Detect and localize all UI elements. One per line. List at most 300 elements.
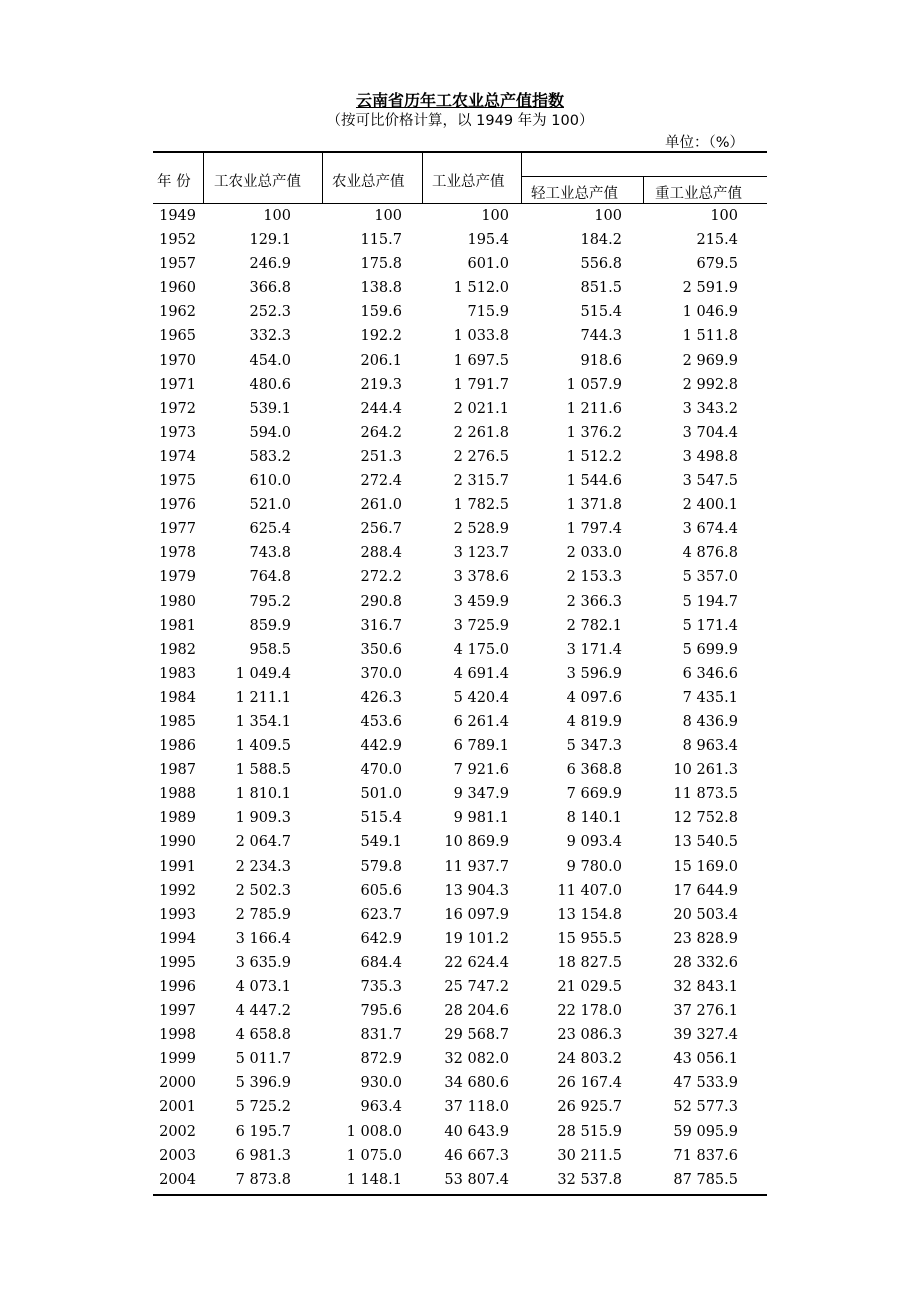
value-cell: 43 056.1 (673, 1051, 738, 1068)
value-cell: 3 123.7 (453, 545, 509, 562)
value-cell: 1 033.8 (453, 328, 509, 345)
table-row (0, 590, 920, 614)
value-cell: 1 697.5 (453, 352, 509, 369)
year-cell: 1962 (159, 304, 196, 321)
value-cell: 350.6 (360, 641, 402, 658)
table-row (0, 951, 920, 975)
value-cell: 2 153.3 (566, 569, 622, 586)
value-cell: 2 276.5 (453, 448, 509, 465)
value-cell: 851.5 (580, 280, 622, 297)
value-cell: 1 797.4 (566, 521, 622, 538)
value-cell: 29 568.7 (444, 1027, 509, 1044)
value-cell: 9 347.9 (453, 786, 509, 803)
table-row (0, 204, 920, 228)
table-row (0, 276, 920, 300)
value-cell: 129.1 (249, 232, 291, 249)
value-cell: 1 046.9 (682, 304, 738, 321)
value-cell: 100 (710, 208, 738, 224)
value-cell: 795.2 (249, 593, 291, 610)
year-cell: 1983 (159, 665, 196, 682)
value-cell: 5 396.9 (235, 1075, 291, 1092)
value-cell: 261.0 (360, 497, 402, 514)
table-row (0, 734, 920, 758)
value-cell: 2 033.0 (566, 545, 622, 562)
value-cell: 192.2 (360, 328, 402, 345)
value-cell: 11 873.5 (673, 786, 738, 803)
value-cell: 366.8 (249, 280, 291, 297)
value-cell: 6 195.7 (235, 1123, 291, 1140)
value-cell: 13 154.8 (557, 906, 622, 923)
year-cell: 1970 (159, 352, 196, 369)
value-cell: 7 873.8 (235, 1171, 291, 1188)
table-row (0, 1071, 920, 1095)
table-row (0, 879, 920, 903)
value-cell: 583.2 (249, 448, 291, 465)
value-cell: 370.0 (360, 665, 402, 682)
value-cell: 5 347.3 (566, 738, 622, 755)
table-row (0, 445, 920, 469)
value-cell: 290.8 (360, 593, 402, 610)
table-row (0, 565, 920, 589)
year-cell: 1991 (159, 858, 196, 875)
value-cell: 30 211.5 (557, 1147, 622, 1164)
value-cell: 5 194.7 (682, 593, 738, 610)
table-row (0, 927, 920, 951)
value-cell: 859.9 (249, 617, 291, 634)
value-cell: 2 315.7 (453, 473, 509, 490)
value-cell: 37 276.1 (673, 1003, 738, 1020)
table-bottom-rule (153, 1194, 767, 1196)
table-row (0, 397, 920, 421)
year-cell: 1957 (159, 256, 196, 273)
table-row (0, 517, 920, 541)
value-cell: 5 699.9 (682, 641, 738, 658)
value-cell: 3 547.5 (682, 473, 738, 490)
table-row (0, 1168, 920, 1192)
value-cell: 1 371.8 (566, 497, 622, 514)
value-cell: 2 992.8 (682, 376, 738, 393)
value-cell: 17 644.9 (673, 882, 738, 899)
value-cell: 3 459.9 (453, 593, 509, 610)
value-cell: 219.3 (360, 376, 402, 393)
value-cell: 21 029.5 (557, 979, 622, 995)
year-cell: 1993 (159, 906, 196, 923)
value-cell: 3 171.4 (566, 641, 622, 658)
value-cell: 3 378.6 (453, 569, 509, 586)
header-divider (643, 177, 644, 204)
value-cell: 26 167.4 (557, 1075, 622, 1092)
value-cell: 2 021.1 (453, 400, 509, 417)
value-cell: 594.0 (249, 424, 291, 441)
value-cell: 10 869.9 (444, 834, 509, 851)
value-cell: 4 175.0 (453, 641, 509, 658)
value-cell: 100 (481, 208, 509, 224)
value-cell: 32 843.1 (673, 979, 738, 995)
value-cell: 4 658.8 (235, 1027, 291, 1044)
year-cell: 1976 (159, 497, 196, 514)
year-cell: 1972 (159, 400, 196, 417)
value-cell: 470.0 (360, 762, 402, 779)
year-cell: 1985 (159, 713, 196, 730)
value-cell: 1 909.3 (235, 810, 291, 827)
value-cell: 47 533.9 (673, 1075, 738, 1092)
value-cell: 40 643.9 (444, 1123, 509, 1140)
table-row (0, 469, 920, 493)
year-cell: 1971 (159, 376, 196, 393)
year-cell: 1978 (159, 545, 196, 562)
value-cell: 2 261.8 (453, 424, 509, 441)
year-cell: 1989 (159, 810, 196, 827)
year-cell: 1994 (159, 930, 196, 947)
value-cell: 1 512.2 (566, 448, 622, 465)
value-cell: 918.6 (580, 352, 622, 369)
value-cell: 159.6 (360, 304, 402, 321)
value-cell: 8 963.4 (682, 738, 738, 755)
value-cell: 7 921.6 (453, 762, 509, 779)
value-cell: 195.4 (467, 232, 509, 249)
value-cell: 1 544.6 (566, 473, 622, 490)
value-cell: 679.5 (696, 256, 738, 273)
table-row (0, 782, 920, 806)
value-cell: 11 937.7 (444, 858, 509, 875)
value-cell: 1 057.9 (566, 376, 622, 393)
value-cell: 252.3 (249, 304, 291, 321)
table-row (0, 638, 920, 662)
value-cell: 10 261.3 (673, 762, 738, 779)
header-agri-output: 农业总产值 (332, 174, 405, 190)
year-cell: 2000 (159, 1075, 196, 1092)
value-cell: 442.9 (360, 738, 402, 755)
value-cell: 24 803.2 (557, 1051, 622, 1068)
value-cell: 87 785.5 (673, 1171, 738, 1188)
value-cell: 3 674.4 (682, 521, 738, 538)
value-cell: 625.4 (249, 521, 291, 538)
value-cell: 1 791.7 (453, 376, 509, 393)
value-cell: 71 837.6 (673, 1147, 738, 1164)
value-cell: 2 528.9 (453, 521, 509, 538)
value-cell: 1 409.5 (235, 738, 291, 755)
year-cell: 1984 (159, 689, 196, 706)
value-cell: 184.2 (580, 232, 622, 249)
value-cell: 579.8 (360, 858, 402, 875)
value-cell: 454.0 (249, 352, 291, 369)
table-row (0, 1120, 920, 1144)
value-cell: 20 503.4 (673, 906, 738, 923)
table-row (0, 999, 920, 1023)
value-cell: 18 827.5 (557, 954, 622, 971)
year-cell: 1981 (159, 617, 196, 634)
value-cell: 5 725.2 (235, 1099, 291, 1116)
table-row (0, 758, 920, 782)
year-cell: 1999 (159, 1051, 196, 1068)
value-cell: 1 354.1 (235, 713, 291, 730)
value-cell: 25 747.2 (444, 979, 509, 995)
value-cell: 1 782.5 (453, 497, 509, 514)
value-cell: 610.0 (249, 473, 291, 490)
value-cell: 100 (263, 208, 291, 224)
value-cell: 3 596.9 (566, 665, 622, 682)
value-cell: 53 807.4 (444, 1171, 509, 1188)
year-cell: 1949 (159, 208, 196, 224)
value-cell: 175.8 (360, 256, 402, 273)
page-title: 云南省历年工农业总产值指数 (355, 91, 564, 110)
value-cell: 6 981.3 (235, 1147, 291, 1164)
value-cell: 13 540.5 (673, 834, 738, 851)
value-cell: 1 511.8 (682, 328, 738, 345)
table-row (0, 373, 920, 397)
value-cell: 6 261.4 (453, 713, 509, 730)
value-cell: 3 166.4 (235, 930, 291, 947)
value-cell: 100 (374, 208, 402, 224)
value-cell: 642.9 (360, 930, 402, 947)
value-cell: 623.7 (360, 906, 402, 923)
year-cell: 1986 (159, 738, 196, 755)
value-cell: 5 011.7 (235, 1051, 291, 1068)
table-row (0, 686, 920, 710)
value-cell: 32 537.8 (557, 1171, 622, 1188)
value-cell: 5 171.4 (682, 617, 738, 634)
value-cell: 256.7 (360, 521, 402, 538)
value-cell: 744.3 (580, 328, 622, 345)
value-cell: 963.4 (360, 1099, 402, 1116)
value-cell: 3 635.9 (235, 954, 291, 971)
value-cell: 2 969.9 (682, 352, 738, 369)
value-cell: 515.4 (580, 304, 622, 321)
value-cell: 1 211.6 (566, 400, 622, 417)
value-cell: 215.4 (696, 232, 738, 249)
year-cell: 2004 (159, 1171, 196, 1188)
value-cell: 6 368.8 (566, 762, 622, 779)
value-cell: 28 515.9 (557, 1123, 622, 1140)
table-row (0, 252, 920, 276)
table-row (0, 1144, 920, 1168)
year-cell: 1965 (159, 328, 196, 345)
year-cell: 1980 (159, 593, 196, 610)
table-row (0, 421, 920, 445)
year-cell: 1987 (159, 762, 196, 779)
value-cell: 2 591.9 (682, 280, 738, 297)
value-cell: 2 400.1 (682, 497, 738, 514)
year-cell: 1973 (159, 424, 196, 441)
year-cell: 1996 (159, 979, 196, 995)
value-cell: 930.0 (360, 1075, 402, 1092)
value-cell: 6 789.1 (453, 738, 509, 755)
year-cell: 1960 (159, 280, 196, 297)
table-row (0, 710, 920, 734)
header-light-industry: 轻工业总产值 (531, 186, 618, 202)
value-cell: 1 148.1 (346, 1171, 402, 1188)
value-cell: 316.7 (360, 617, 402, 634)
value-cell: 16 097.9 (444, 906, 509, 923)
value-cell: 539.1 (249, 400, 291, 417)
value-cell: 11 407.0 (557, 882, 622, 899)
value-cell: 251.3 (360, 448, 402, 465)
value-cell: 795.6 (360, 1003, 402, 1020)
value-cell: 9 093.4 (566, 834, 622, 851)
table-row (0, 975, 920, 999)
value-cell: 9 780.0 (566, 858, 622, 875)
value-cell: 8 436.9 (682, 713, 738, 730)
year-cell: 2001 (159, 1099, 196, 1116)
value-cell: 26 925.7 (557, 1099, 622, 1116)
value-cell: 52 577.3 (673, 1099, 738, 1116)
header-divider (203, 152, 204, 204)
value-cell: 453.6 (360, 713, 402, 730)
value-cell: 735.3 (360, 979, 402, 995)
value-cell: 12 752.8 (673, 810, 738, 827)
value-cell: 15 955.5 (557, 930, 622, 947)
value-cell: 13 904.3 (444, 882, 509, 899)
value-cell: 1 049.4 (235, 665, 291, 682)
value-cell: 4 819.9 (566, 713, 622, 730)
header-divider (422, 152, 423, 204)
value-cell: 515.4 (360, 810, 402, 827)
subheader-rule (521, 176, 767, 177)
table-row (0, 903, 920, 927)
value-cell: 601.0 (467, 256, 509, 273)
value-cell: 34 680.6 (444, 1075, 509, 1092)
value-cell: 521.0 (249, 497, 291, 514)
value-cell: 6 346.6 (682, 665, 738, 682)
value-cell: 244.4 (360, 400, 402, 417)
value-cell: 332.3 (249, 328, 291, 345)
value-cell: 1 075.0 (346, 1147, 402, 1164)
value-cell: 1 588.5 (235, 762, 291, 779)
table-row (0, 1047, 920, 1071)
table-row (0, 1095, 920, 1119)
value-cell: 59 095.9 (673, 1123, 738, 1140)
value-cell: 39 327.4 (673, 1027, 738, 1044)
year-cell: 1979 (159, 569, 196, 586)
year-cell: 1998 (159, 1027, 196, 1044)
value-cell: 764.8 (249, 569, 291, 586)
year-cell: 2002 (159, 1123, 196, 1140)
value-cell: 480.6 (249, 376, 291, 393)
year-cell: 2003 (159, 1147, 196, 1164)
value-cell: 246.9 (249, 256, 291, 273)
year-cell: 1952 (159, 232, 196, 249)
table-row (0, 662, 920, 686)
value-cell: 4 876.8 (682, 545, 738, 562)
value-cell: 2 785.9 (235, 906, 291, 923)
value-cell: 19 101.2 (444, 930, 509, 947)
value-cell: 426.3 (360, 689, 402, 706)
header-heavy-industry: 重工业总产值 (655, 186, 742, 202)
value-cell: 5 420.4 (453, 689, 509, 706)
table-row (0, 830, 920, 854)
value-cell: 715.9 (467, 304, 509, 321)
table-row (0, 300, 920, 324)
table-row (0, 228, 920, 252)
value-cell: 556.8 (580, 256, 622, 273)
year-cell: 1982 (159, 641, 196, 658)
value-cell: 272.2 (360, 569, 402, 586)
year-cell: 1992 (159, 882, 196, 899)
value-cell: 264.2 (360, 424, 402, 441)
value-cell: 28 332.6 (673, 954, 738, 971)
header-industry-output: 工业总产值 (432, 174, 505, 190)
year-cell: 1974 (159, 448, 196, 465)
value-cell: 831.7 (360, 1027, 402, 1044)
table-row (0, 349, 920, 373)
value-cell: 3 498.8 (682, 448, 738, 465)
value-cell: 9 981.1 (453, 810, 509, 827)
table-row (0, 541, 920, 565)
value-cell: 4 447.2 (235, 1003, 291, 1020)
value-cell: 37 118.0 (444, 1099, 509, 1116)
value-cell: 100 (594, 208, 622, 224)
value-cell: 46 667.3 (444, 1147, 509, 1164)
year-cell: 1997 (159, 1003, 196, 1020)
value-cell: 8 140.1 (566, 810, 622, 827)
header-year: 年 份 (157, 174, 191, 190)
value-cell: 2 234.3 (235, 858, 291, 875)
value-cell: 7 669.9 (566, 786, 622, 803)
header-divider (322, 152, 323, 204)
value-cell: 23 086.3 (557, 1027, 622, 1044)
table-body (0, 204, 920, 1192)
value-cell: 138.8 (360, 280, 402, 297)
value-cell: 605.6 (360, 882, 402, 899)
value-cell: 2 366.3 (566, 593, 622, 610)
value-cell: 4 691.4 (453, 665, 509, 682)
value-cell: 206.1 (360, 352, 402, 369)
year-cell: 1988 (159, 786, 196, 803)
value-cell: 501.0 (360, 786, 402, 803)
value-cell: 28 204.6 (444, 1003, 509, 1020)
table-top-rule (153, 151, 767, 153)
value-cell: 958.5 (249, 641, 291, 658)
table-row (0, 324, 920, 348)
value-cell: 2 502.3 (235, 882, 291, 899)
table-row (0, 855, 920, 879)
value-cell: 1 008.0 (346, 1123, 402, 1140)
value-cell: 3 725.9 (453, 617, 509, 634)
value-cell: 2 064.7 (235, 834, 291, 851)
table-row (0, 614, 920, 638)
value-cell: 22 178.0 (557, 1003, 622, 1020)
year-cell: 1995 (159, 954, 196, 971)
value-cell: 684.4 (360, 954, 402, 971)
value-cell: 2 782.1 (566, 617, 622, 634)
value-cell: 3 343.2 (682, 400, 738, 417)
value-cell: 1 810.1 (235, 786, 291, 803)
header-divider (521, 152, 522, 204)
value-cell: 23 828.9 (673, 930, 738, 947)
value-cell: 288.4 (360, 545, 402, 562)
value-cell: 115.7 (360, 232, 402, 249)
value-cell: 3 704.4 (682, 424, 738, 441)
value-cell: 4 097.6 (566, 689, 622, 706)
year-cell: 1977 (159, 521, 196, 538)
value-cell: 1 211.1 (235, 689, 291, 706)
page-subtitle: （按可比价格计算，以 1949 年为 100） (326, 113, 594, 129)
header-total-output: 工农业总产值 (214, 174, 301, 190)
value-cell: 1 512.0 (453, 280, 509, 297)
value-cell: 5 357.0 (682, 569, 738, 586)
value-cell: 272.4 (360, 473, 402, 490)
value-cell: 1 376.2 (566, 424, 622, 441)
value-cell: 4 073.1 (235, 979, 291, 995)
value-cell: 7 435.1 (682, 689, 738, 706)
table-row (0, 806, 920, 830)
unit-label: 单位：（%） (664, 135, 744, 151)
year-cell: 1975 (159, 473, 196, 490)
value-cell: 32 082.0 (444, 1051, 509, 1068)
value-cell: 872.9 (360, 1051, 402, 1068)
value-cell: 15 169.0 (673, 858, 738, 875)
value-cell: 743.8 (249, 545, 291, 562)
